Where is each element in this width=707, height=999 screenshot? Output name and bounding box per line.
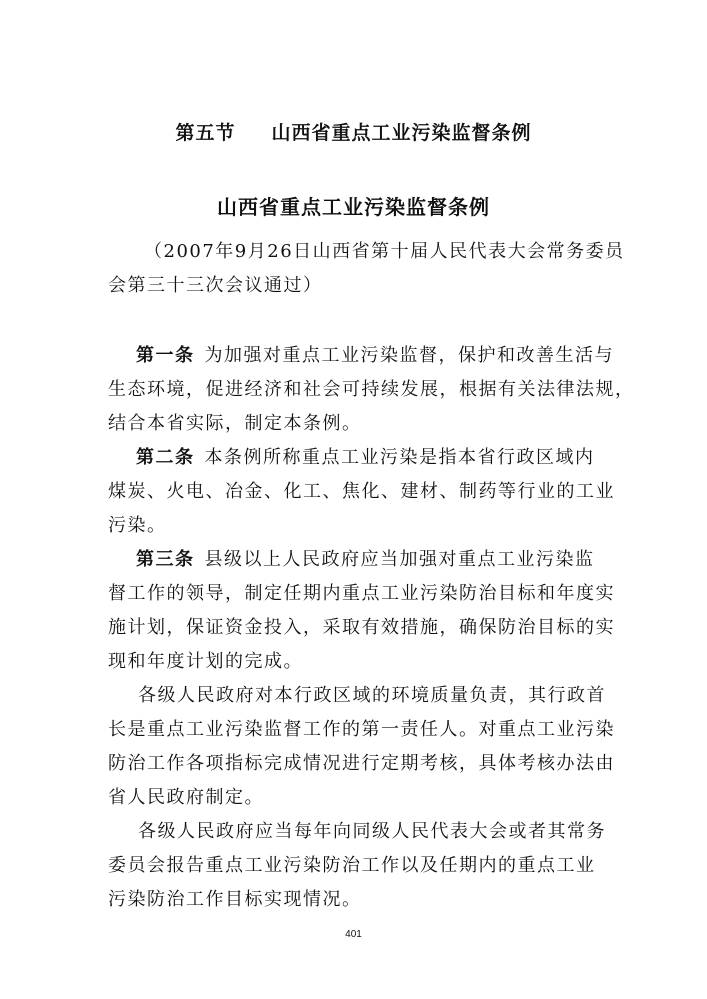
article-text: 施计划，保证资金投入，采取有效措施，确保防治目标的实 [108,617,615,638]
section-heading [0,118,707,145]
article-first-line [108,339,614,373]
paragraph-line: 各级人民政府应当每年向同级人民代表大会或者其常务 [138,821,606,842]
paragraph-line: 委员会报告重点工业污染防治工作以及任期内的重点工业 [108,855,596,876]
section-name: 山西省重点工业污染监督条例 [271,122,532,144]
article-text: 生态环境，促进经济和社会可持续发展，根据有关法律法规， [108,379,635,400]
article-first-line [108,441,604,475]
section-number: 第五节 [175,122,236,144]
paragraph-line: 防治工作各项指标完成情况进行定期考核，具体考核办法由 [108,753,615,774]
adoption-note [108,235,625,303]
paragraph [108,815,604,917]
paragraph [108,679,615,815]
article-text: 督工作的领导，制定任期内重点工业污染防治目标和年度实 [108,583,615,604]
article-text: 现和年度计划的完成。 [108,651,303,672]
article-text: 煤炭、火电、冶金、化工、焦化、建材、制药等行业的工业 [108,481,615,502]
article-label: 第三条 [136,549,195,570]
document-body [108,235,635,917]
paragraph-line: 污染防治工作目标实现情况。 [108,889,362,910]
article-first-line [108,543,604,577]
adoption-note-line: （2007年9月26日山西省第十届人民代表大会常务委员 [144,241,625,262]
document-title: 山西省重点工业污染监督条例 [217,195,490,219]
article-text: 结合本省实际，制定本条例。 [108,413,362,434]
page-number: 401 [345,929,362,940]
article-text: 本条例所称重点工业污染是指本省行政区域内 [204,447,595,468]
article-text: 县级以上人民政府应当加强对重点工业污染监 [204,549,595,570]
article-text: 为加强对重点工业污染监督，保护和改善生活与 [204,345,614,366]
paragraph-line: 长是重点工业污染监督工作的第一责任人。对重点工业污染 [108,719,615,740]
article-text: 污染。 [108,515,167,536]
adoption-note-line: 会第三十三次会议通过） [108,275,323,296]
paragraph-line: 省人民政府制定。 [108,787,264,808]
article-3 [108,543,615,679]
article-label: 第二条 [136,447,195,468]
article-label: 第一条 [136,345,195,366]
article-1 [108,339,635,441]
paragraph-line: 各级人民政府对本行政区域的环境质量负责，其行政首 [138,685,606,706]
article-2 [108,441,615,543]
